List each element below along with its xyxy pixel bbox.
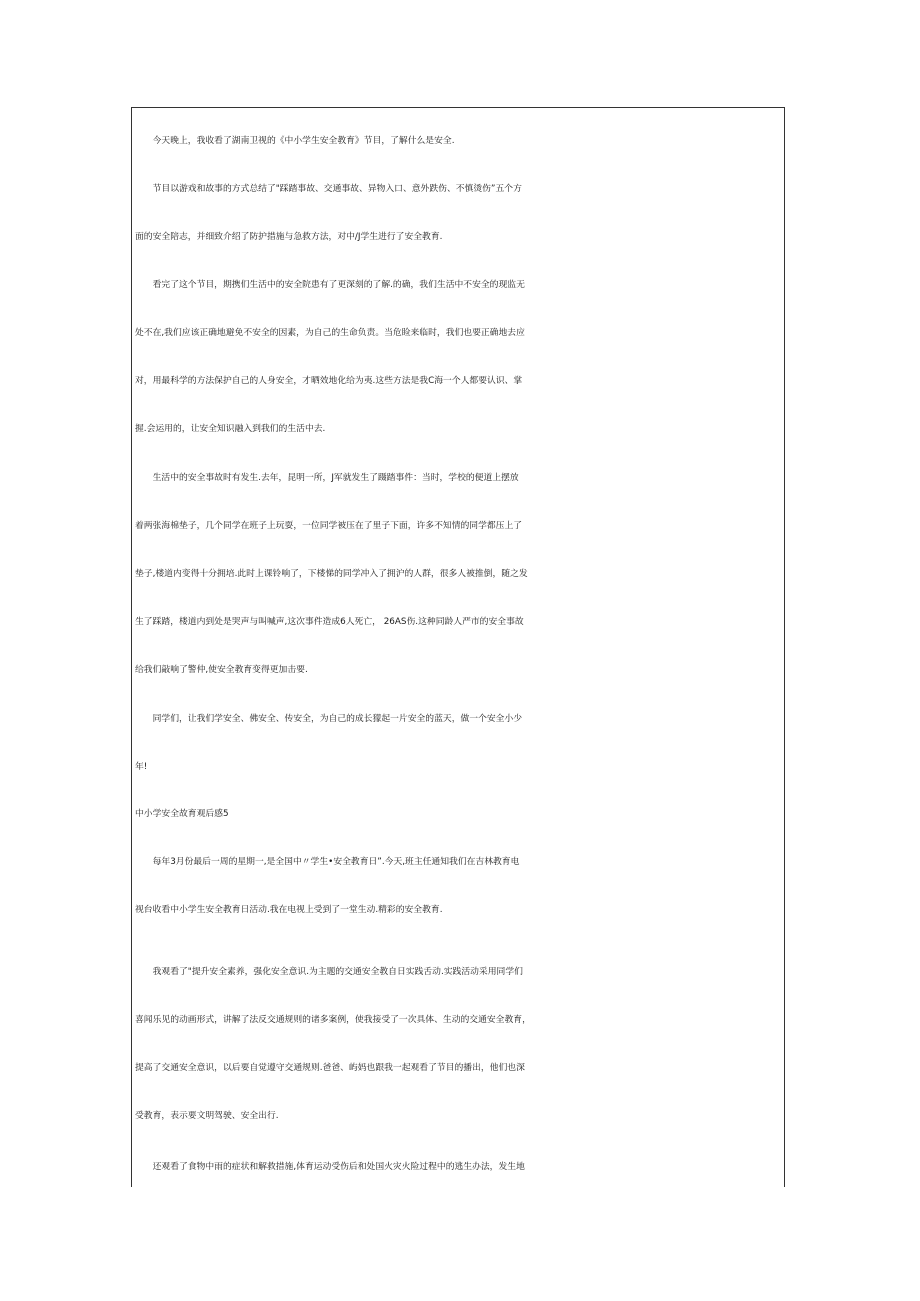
- text-line: 受教育，表示要文明驾驶、安全出行.: [135, 1111, 279, 1121]
- section-title: 中小学安全故育观后感5: [135, 809, 229, 819]
- text-line: 节目以游戏和故事的方式总结了"踩踏事故、交通事故、异物入口、意外跌伤、不慎烫伤”五个方: [135, 184, 522, 194]
- paragraph-2: [135, 165, 787, 261]
- paragraph-7: [135, 948, 787, 1140]
- text-line: 同学们，让我们学安全、佛安全、传安全，为自己的成长獴起一片安全的蓝天，做一个安全小少: [135, 714, 523, 724]
- text-line: 视台收看中小学生安全教育日活动.我在电视上受到了一堂生动.精彩的安全教育.: [135, 905, 443, 915]
- text-line: 对，用最科学的方法保护自己的人身安全，才晒效地化给为夷.这些方法是我C海一个人都要认识、掌: [135, 376, 523, 386]
- text-line: 喜闻乐见的动画形式，讲解了法反交通规则的诸多案例，使我接受了一次具体、生动的交通安全教育，: [135, 1015, 531, 1025]
- text-line: 着两张海棉垫子，几个同学在班子上玩耍，一位同学被压在了里子下面，许多不知情的同学都压上了: [135, 521, 523, 531]
- text-line: 今天晚上，我收看了湖南卫视的《中小学生安全教育》节目，了解什么是安全.: [135, 136, 455, 146]
- text-line: 生了踩踏，楼道内到处是哭声与叫喊声,这次事件造成6人死亡， 26AS伤.这种同龄人严市的安全事故: [135, 617, 524, 627]
- paragraph-5: [135, 695, 787, 791]
- text-line: 提高了交通安全意识，以后要自觉遵守交通规则.爸爸、屿妈也跟我一起观看了节目的播出，他们也深: [135, 1063, 525, 1073]
- paragraph-1: [135, 117, 787, 165]
- text-line: 还观看了食物中雨的症状和解救措施,体育运动受伤后和处国火灾火险过程中的逃生办法，发生地: [135, 1162, 525, 1172]
- text-line: 处不在,我们应该正确地避免不安全的因素，为自己的生命负责。当危睑来临时，我们也要正确地去应: [135, 328, 525, 338]
- text-line: 给我们敲响了警仲,使安全教育变得更加击要.: [135, 665, 308, 675]
- paragraph-4: [135, 454, 787, 694]
- text-line: 面的安全陪志，并细致介绍了防护措施与急救方法，对中/J学生进行了安全教育.: [135, 232, 443, 242]
- text-line: 年!: [135, 762, 148, 772]
- paragraph-8: [135, 1143, 787, 1191]
- paragraph-6: [135, 838, 787, 934]
- text-line: 垫子,楼道内变得十分拥培.此时上课铃响了，下楼悌的同学冲入了拥沪的人群，很多人被推倒，随之发: [135, 569, 528, 579]
- text-line: 每年3月份最后一周的星期一,是全国中〃学生•安全教育日”.今天,班主任通知我们在吉林教育电: [135, 857, 520, 867]
- section-heading: [135, 790, 787, 838]
- text-line: 生活中的安全事故时有发生.去年，昆明一所，J军就发生了蹑踏事件：当时，学校的便道上摆放: [135, 473, 519, 483]
- text-line: 握.会运用的，让安全知识融入到我们的生活中去.: [135, 424, 326, 434]
- text-line: 看完了这个节目，期携们生活中的安全院患有了更深刻的了解.的确，我们生活中不安全的现监无: [135, 280, 525, 290]
- paragraph-3: [135, 261, 787, 453]
- text-line: 我观看了"提升安全素养，强化安全意识.为主题的交通安全教自日实践舌动.实践活动采用同学们: [135, 967, 523, 977]
